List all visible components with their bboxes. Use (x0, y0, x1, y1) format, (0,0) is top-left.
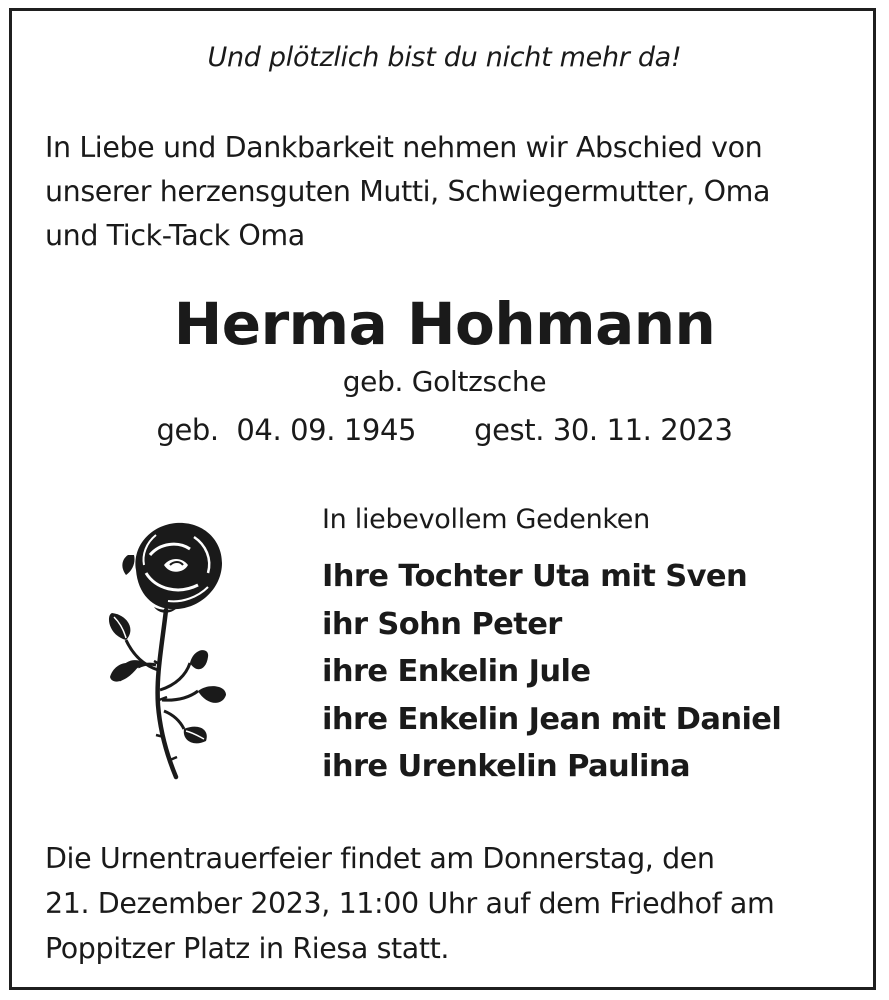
memory-title: In liebevollem Gedenken (322, 504, 650, 535)
mourner: ihr Sohn Peter (322, 606, 562, 642)
mourner: Ihre Tochter Uta mit Sven (322, 559, 748, 594)
life-dates (0, 413, 889, 447)
motto: Und plötzlich bist du nicht mehr da! (207, 42, 682, 73)
rose-icon (98, 515, 238, 785)
mourners-list (322, 553, 781, 791)
death-date: gest. 30. 11. 2023 (474, 413, 733, 447)
intro-line: unserer herzensguten Mutti, Schwiegermutter, Oma (45, 175, 771, 208)
intro-line: und Tick-Tack Oma (45, 219, 305, 252)
mourner: ihre Urenkelin Paulina (322, 749, 690, 784)
deceased-name: Herma Hohmann (173, 290, 716, 358)
service-line: Die Urnentrauerfeier findet am Donnerstag, den (45, 842, 715, 875)
service-line: Poppitzer Platz in Riesa statt. (45, 932, 450, 965)
service-line: 21. Dezember 2023, 11:00 Uhr auf dem Friedhof am (45, 887, 775, 920)
service-info (45, 836, 845, 971)
intro-line: In Liebe und Dankbarkeit nehmen wir Abschied von (45, 131, 763, 164)
intro-text (45, 126, 845, 258)
mourner: ihre Enkelin Jule (322, 654, 591, 689)
maiden-name: geb. Goltzsche (342, 365, 547, 398)
birth-date: geb. 04. 09. 1945 (156, 413, 417, 447)
mourner: ihre Enkelin Jean mit Daniel (322, 701, 782, 737)
